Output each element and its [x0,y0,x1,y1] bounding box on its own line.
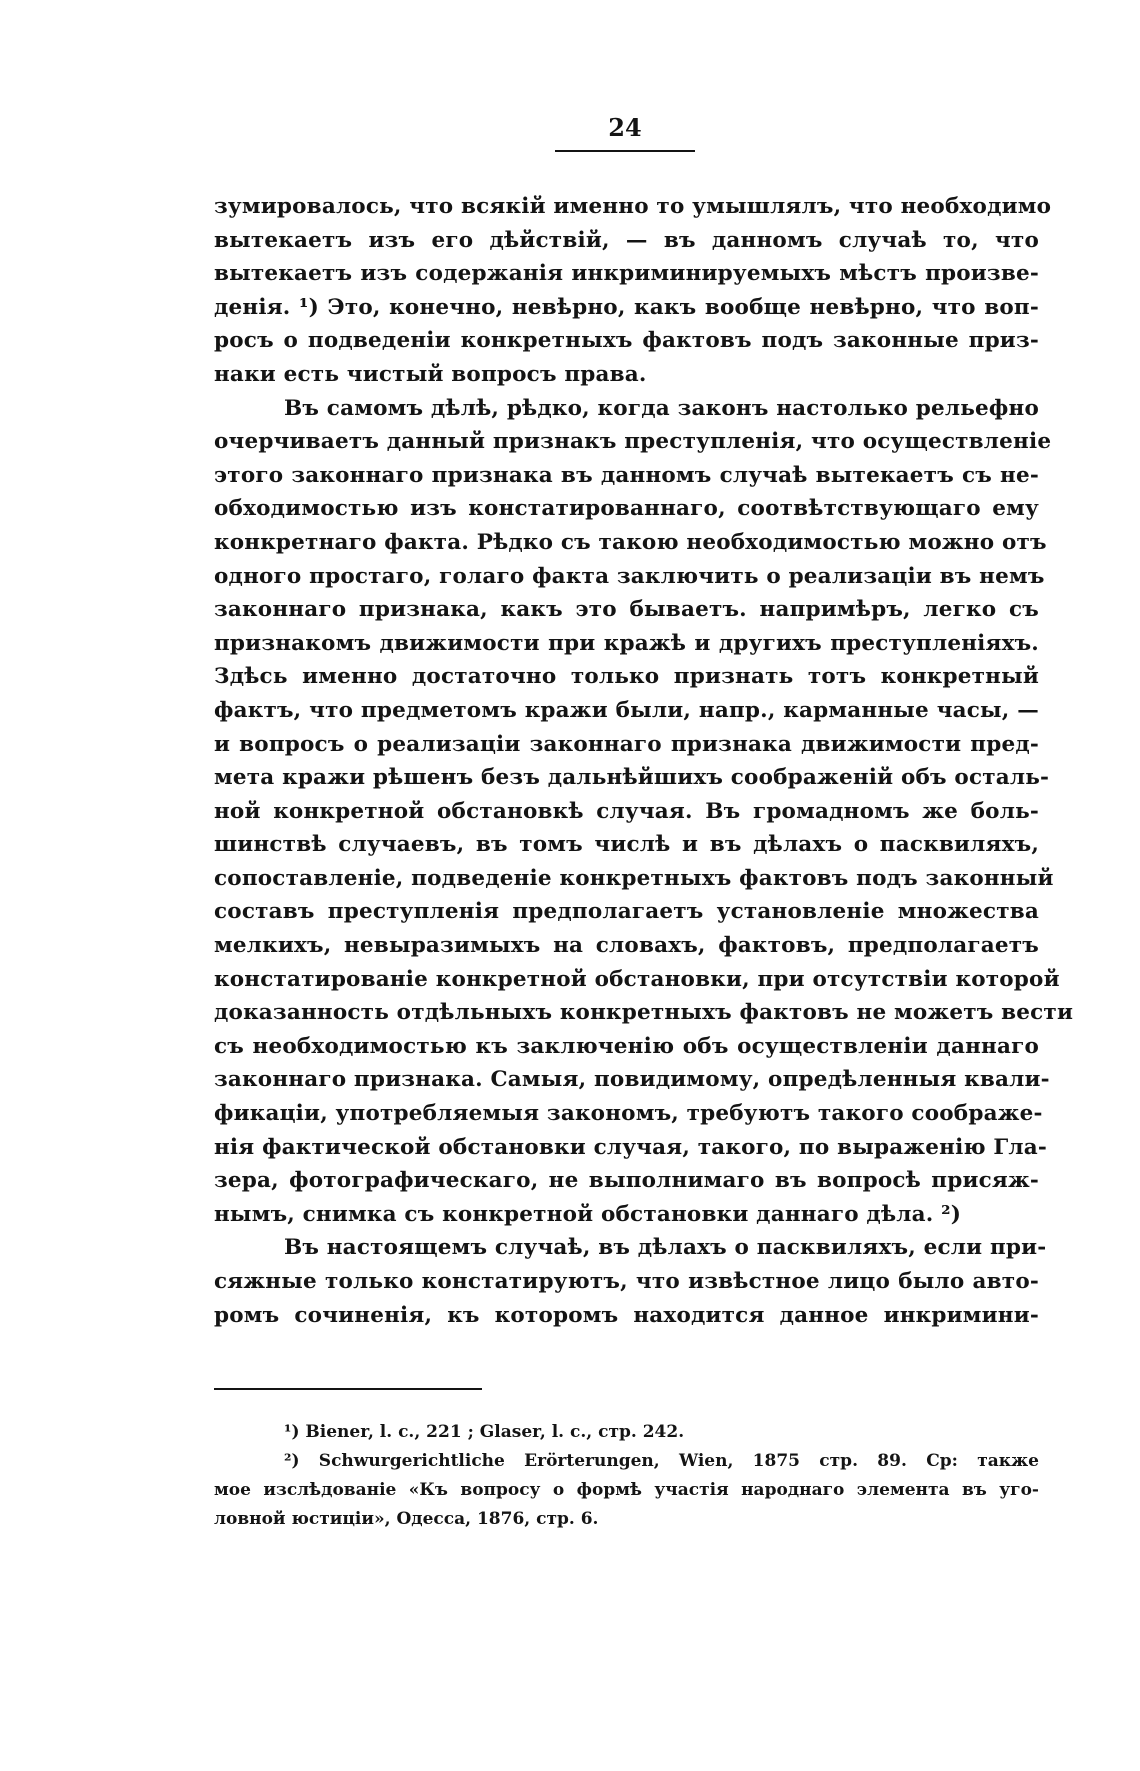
text-line: сяжные только констатируютъ, что извѣстное лицо было авто- [214,1269,1039,1294]
text-line: этого законнаго признака въ данномъ случаѣ вытекаетъ съ не- [214,462,1039,488]
text-line: обходимостью изъ констатированнаго, соотвѣтствующаго ему [214,496,1039,522]
text-line: ной конкретной обстановкѣ случая. Въ громадномъ же боль- [214,798,1039,824]
text-line: и вопросъ о реализаціи законнаго признака движимости пред- [214,731,1039,757]
page-number: 24 [608,113,642,142]
text-line: констатированіе конкретной обстановки, при отсутствіи которой [214,966,1060,992]
text-line: одного простаго, голаго факта заключить о реализаціи въ немъ [214,563,1045,589]
footnote-2: ²) Schwurgerichtliche Erörterungen, Wien, 1875 стр. 89. Ср: также [284,1451,1039,1471]
text-line: зера, фотографическаго, не выполнимаго въ вопросѣ присяж- [214,1168,1039,1194]
text-line: Въ самомъ дѣлѣ, рѣдко, когда законъ настолько рельефно [284,395,1039,421]
text-line: признакомъ движимости при кражѣ и другихъ преступленіяхъ. [214,630,1039,656]
text-line: вытекаетъ изъ его дѣйствій, — въ данномъ случаѣ то, что [214,227,1039,253]
text-line: составъ преступленія предполагаетъ установленіе множества [214,899,1039,925]
text-line: мелкихъ, невыразимыхъ на словахъ, фактовъ, предполагаетъ [214,933,1039,959]
text-line: шинствѣ случаевъ, въ томъ числѣ и въ дѣлахъ о пасквиляхъ, [214,832,1039,858]
text-line: доказанность отдѣльныхъ конкретныхъ фактовъ не можетъ вести [214,1000,1074,1026]
text-line: росъ о подведеніи конкретныхъ фактовъ подъ законные приз- [214,328,1039,354]
text-line: Здѣсь именно достаточно только признать тотъ конкретный [214,664,1039,690]
page-number-rule [555,150,695,152]
footnote-1: ¹) Biener, l. c., 221 ; Glaser, l. c., стр. 242. [284,1422,685,1442]
footnotes [214,1418,1039,1534]
text-line: съ необходимостью къ заключенію объ осуществленіи даннаго [214,1033,1039,1059]
footnote-separator [214,1388,482,1390]
text-line: ромъ сочиненія, къ которомъ находится данное инкримини- [214,1302,1039,1328]
text-line: вытекаетъ изъ содержанія инкриминируемыхъ мѣстъ произве- [214,261,1039,287]
footnote-2-continued: ловной юстиціи», Одесса, 1876, стр. 6. [214,1509,599,1529]
text-line: конкретнаго факта. Рѣдко съ такою необходимостью можно отъ [214,529,1047,555]
text-line: наки есть чистый вопросъ права. [214,361,647,387]
text-line: законнаго признака. Самыя, повидимому, опредѣленныя квали- [214,1067,1050,1093]
text-line: мета кражи рѣшенъ безъ дальнѣйшихъ соображеній объ осталь- [214,765,1050,791]
text-line: нія фактической обстановки случая, такого, по выраженію Гла- [214,1134,1048,1160]
text-line: сопоставленіе, подведеніе конкретныхъ фактовъ подъ законный [214,865,1054,891]
text-line: фикаціи, употребляемыя закономъ, требуютъ такого соображе- [214,1101,1043,1127]
text-line: законнаго признака, какъ это бываетъ. напримѣръ, легко съ [214,597,1039,623]
text-line: фактъ, что предметомъ кражи были, напр., карманные часы, — [214,697,1039,723]
body-text [214,190,1074,1332]
text-line: очерчиваетъ данный признакъ преступленія, что осуществленіе [214,429,1052,455]
footnote-2-continued: мое изслѣдованіе «Къ вопросу о формѣ участія народнаго элемента въ уго- [214,1480,1039,1500]
text-line: Въ настоящемъ случаѣ, въ дѣлахъ о пасквиляхъ, если при- [284,1235,1047,1261]
text-line: нымъ, снимка съ конкретной обстановки даннаго дѣла. ²) [214,1201,962,1227]
text-line: денія. ¹) Это, конечно, невѣрно, какъ вообще невѣрно, что воп- [214,294,1039,320]
text-line: зумировалось, что всякій именно то умышлялъ, что необходимо [214,194,1052,219]
